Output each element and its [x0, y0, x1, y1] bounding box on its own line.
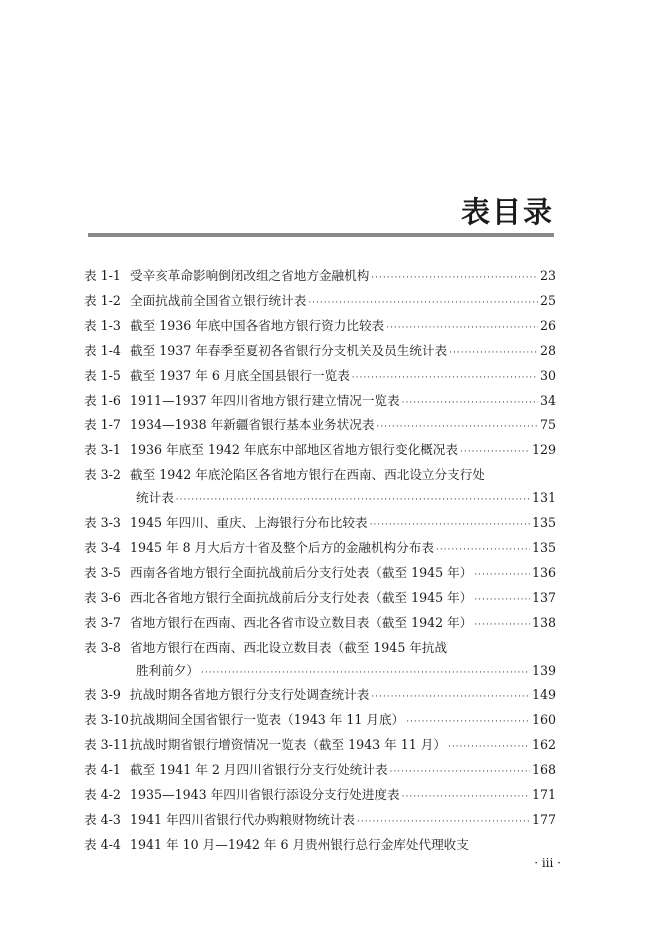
dot-leader: [474, 564, 530, 587]
toc-entry[interactable]: [84, 439, 556, 464]
toc-entry[interactable]: [84, 537, 556, 562]
table-title: 1945 年 8 月大后方十省及整个后方的金融机构分布表: [130, 539, 434, 555]
table-number: 表 4-2: [84, 787, 121, 803]
toc-entry[interactable]: [84, 759, 556, 784]
table-title: 西南各省地方银行全面抗战前后分支行处表（截至 1945 年）: [130, 564, 473, 580]
table-number: 表 1-4: [84, 342, 121, 358]
title-underline: [88, 233, 554, 237]
dot-leader: [201, 662, 530, 685]
table-title: 省地方银行在西南、西北各省市设立数目表（截至 1942 年）: [130, 614, 473, 630]
table-title-continued: 统计表: [136, 490, 174, 506]
toc-entry[interactable]: [84, 340, 556, 365]
page-reference: 30: [539, 367, 556, 383]
toc-entry[interactable]: [84, 414, 556, 439]
table-title: 抗战期间全国省银行一览表（1943 年 11 月底）: [130, 712, 405, 728]
toc-entry[interactable]: [84, 734, 556, 759]
table-number: 表 3-3: [84, 515, 121, 531]
table-number: 表 3-6: [84, 589, 121, 605]
table-number: 表 3-8: [84, 639, 121, 655]
toc-entry[interactable]: [84, 809, 556, 834]
dot-leader: [448, 736, 530, 759]
table-number: 表 3-7: [84, 614, 121, 630]
page-reference: 177: [531, 811, 556, 827]
toc-entry[interactable]: [84, 587, 556, 612]
toc-entry[interactable]: [84, 784, 556, 809]
dot-leader: [402, 786, 530, 809]
table-title: 截至 1941 年 2 月四川省银行分支行处统计表: [130, 762, 388, 778]
dot-leader: [386, 317, 538, 340]
table-title: 截至 1942 年底沦陷区各省地方银行在西南、西北设立分支行处: [130, 467, 485, 483]
page-reference: 138: [531, 614, 556, 630]
table-number: 表 3-5: [84, 564, 121, 580]
toc-entry-continuation[interactable]: [84, 660, 556, 685]
page-reference: 135: [531, 539, 556, 555]
toc-entry[interactable]: [84, 684, 556, 709]
table-title: 抗战时期各省地方银行分支行处调查统计表: [130, 687, 370, 703]
page-reference: 139: [531, 662, 556, 678]
page-reference: 131: [531, 490, 556, 506]
dot-leader: [436, 539, 530, 562]
dot-leader: [371, 267, 538, 290]
table-of-contents: [84, 265, 556, 857]
page-title: 表目录: [460, 195, 554, 229]
page-reference: 168: [531, 762, 556, 778]
table-number: 表 3-4: [84, 539, 121, 555]
toc-entry[interactable]: [84, 265, 556, 290]
table-number: 表 1-2: [84, 292, 121, 308]
dot-leader: [370, 514, 530, 537]
dot-leader: [402, 392, 538, 415]
page-reference: 160: [531, 712, 556, 728]
page-reference: 28: [539, 342, 556, 358]
dot-leader: [406, 711, 530, 734]
table-number: 表 3-10: [84, 712, 129, 728]
page-number: · iii ·: [534, 856, 561, 870]
table-number: 表 1-1: [84, 268, 121, 283]
dot-leader: [474, 614, 530, 637]
dot-leader: [474, 589, 530, 612]
dot-leader: [460, 441, 530, 464]
dot-leader: [371, 686, 530, 709]
toc-entry[interactable]: [84, 562, 556, 587]
toc-entry[interactable]: [84, 512, 556, 537]
page-reference: 135: [531, 515, 556, 531]
table-title: 1945 年四川、重庆、上海银行分布比较表: [130, 515, 368, 531]
toc-entry[interactable]: [84, 390, 556, 415]
page-reference: 136: [531, 564, 556, 580]
table-title: 1934—1938 年新疆省银行基本业务状况表: [130, 417, 375, 433]
page-reference: 75: [539, 417, 556, 433]
table-title: 省地方银行在西南、西北设立数目表（截至 1945 年抗战: [130, 639, 448, 655]
toc-entry-continuation[interactable]: [84, 487, 556, 512]
table-title: 受辛亥革命影响倒闭改组之省地方金融机构: [130, 268, 370, 283]
toc-entry[interactable]: [84, 464, 556, 487]
dot-leader: [390, 761, 530, 784]
toc-entry[interactable]: [84, 834, 556, 857]
table-title: 截至 1937 年春季至夏初各省银行分支机关及员生统计表: [130, 342, 448, 358]
page-reference: 23: [539, 268, 556, 283]
table-title: 1911—1937 年四川省地方银行建立情况一览表: [130, 392, 400, 408]
table-number: 表 1-3: [84, 317, 121, 333]
table-number: 表 4-4: [84, 836, 121, 852]
page-reference: 26: [539, 317, 556, 333]
table-title: 截至 1937 年 6 月底全国县银行一览表: [130, 367, 350, 383]
table-title: 1936 年底至 1942 年底东中部地区省地方银行变化概况表: [130, 442, 458, 458]
toc-entry[interactable]: [84, 709, 556, 734]
table-number: 表 3-2: [84, 467, 121, 483]
table-title: 截至 1936 年底中国各省地方银行资力比较表: [130, 317, 385, 333]
dot-leader: [357, 811, 530, 834]
table-title: 1935—1943 年四川省银行添设分支行处进度表: [130, 787, 400, 803]
table-title: 1941 年 10 月—1942 年 6 月贵州银行总行金库处代理收支: [130, 836, 469, 852]
page-reference: 162: [531, 737, 556, 753]
dot-leader: [449, 342, 538, 365]
dot-leader: [376, 416, 538, 439]
table-title: 西北各省地方银行全面抗战前后分支行处表（截至 1945 年）: [130, 589, 473, 605]
table-title: 抗战时期省银行增资情况一览表（截至 1943 年 11 月）: [130, 737, 446, 753]
table-number: 表 4-1: [84, 762, 121, 778]
table-number: 表 1-5: [84, 367, 121, 383]
toc-entry[interactable]: [84, 290, 556, 315]
page-reference: 129: [531, 442, 556, 458]
toc-entry[interactable]: [84, 315, 556, 340]
page-reference: 34: [539, 392, 556, 408]
table-number: 表 3-11: [84, 737, 129, 753]
table-title-continued: 胜利前夕）: [136, 662, 199, 678]
table-number: 表 3-9: [84, 687, 121, 703]
table-number: 表 1-7: [84, 417, 121, 433]
dot-leader: [176, 489, 530, 512]
toc-entry[interactable]: [84, 612, 556, 637]
toc-entry[interactable]: [84, 365, 556, 390]
dot-leader: [352, 367, 538, 390]
table-number: 表 1-6: [84, 392, 121, 408]
table-title: 1941 年四川省银行代办购粮财物统计表: [130, 811, 355, 827]
page-reference: 171: [531, 787, 556, 803]
table-title: 全面抗战前全国省立银行统计表: [130, 292, 307, 308]
table-number: 表 3-1: [84, 442, 121, 458]
table-number: 表 4-3: [84, 811, 121, 827]
toc-entry[interactable]: [84, 637, 556, 660]
page-reference: 149: [531, 687, 556, 703]
page-reference: 137: [531, 589, 556, 605]
dot-leader: [308, 292, 538, 315]
page-reference: 25: [539, 292, 556, 308]
